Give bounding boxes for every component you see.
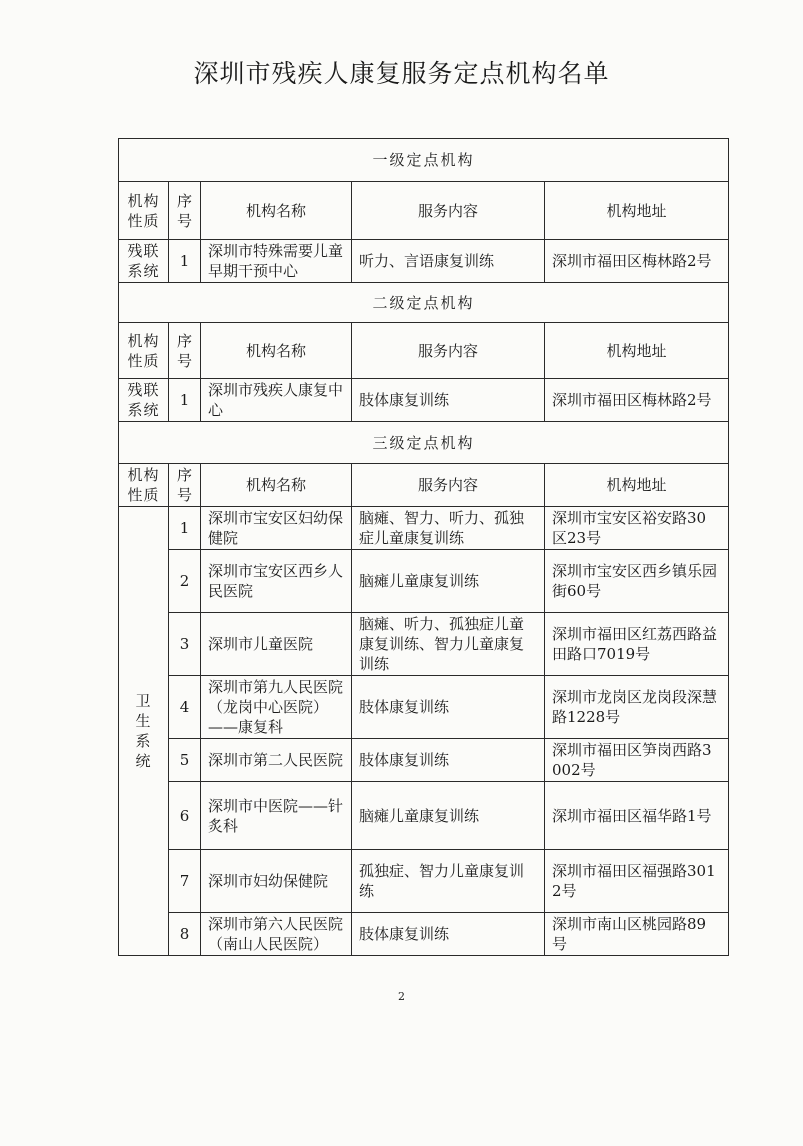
table-row	[119, 379, 729, 422]
table-row	[119, 782, 729, 850]
institution-table	[118, 138, 729, 956]
column-header-name: 机构名称	[201, 323, 352, 379]
institution-address-cell: 深圳市福田区梅林路2号	[545, 379, 729, 422]
column-header-type: 机构性质	[119, 182, 169, 240]
institution-name-cell: 深圳市儿童医院	[201, 613, 352, 676]
institution-address-cell: 深圳市福田区红荔西路益田路口7019号	[545, 613, 729, 676]
row-number-cell: 2	[169, 550, 201, 613]
institution-name-cell: 深圳市中医院——针炙科	[201, 782, 352, 850]
institution-name-cell: 深圳市特殊需要儿童早期干预中心	[201, 240, 352, 283]
institution-address-cell: 深圳市南山区桃园路89号	[545, 913, 729, 956]
row-number-cell: 4	[169, 676, 201, 739]
row-number-cell: 1	[169, 240, 201, 283]
row-number-cell: 7	[169, 850, 201, 913]
column-header-service: 服务内容	[352, 182, 545, 240]
institution-address-cell: 深圳市龙岗区龙岗段深慧路1228号	[545, 676, 729, 739]
column-header-num: 序号	[169, 323, 201, 379]
table-row	[119, 676, 729, 739]
page-number: 2	[398, 990, 405, 1003]
institution-name-cell: 深圳市第六人民医院（南山人民医院）	[201, 913, 352, 956]
institution-name-cell: 深圳市第二人民医院	[201, 739, 352, 782]
service-content-cell: 听力、言语康复训练	[352, 240, 545, 283]
page-title: 深圳市残疾人康复服务定点机构名单	[193, 59, 610, 88]
column-header-address: 机构地址	[545, 323, 729, 379]
column-header-num: 序号	[169, 464, 201, 507]
row-number-cell: 1	[169, 379, 201, 422]
column-header-row	[119, 323, 729, 379]
service-content-cell: 肢体康复训练	[352, 739, 545, 782]
table-row	[119, 240, 729, 283]
level-heading-row	[119, 139, 729, 182]
column-header-address: 机构地址	[545, 464, 729, 507]
row-number-cell: 8	[169, 913, 201, 956]
institution-address-cell: 深圳市福田区梅林路2号	[545, 240, 729, 283]
service-content-cell: 孤独症、智力儿童康复训练	[352, 850, 545, 913]
row-number-cell: 3	[169, 613, 201, 676]
table-row	[119, 550, 729, 613]
service-content-cell: 脑瘫、听力、孤独症儿童康复训练、智力儿童康复训练	[352, 613, 545, 676]
row-number-cell: 1	[169, 507, 201, 550]
service-content-cell: 脑瘫儿童康复训练	[352, 782, 545, 850]
table-row	[119, 507, 729, 550]
table-row	[119, 913, 729, 956]
row-number-cell: 5	[169, 739, 201, 782]
table-row	[119, 739, 729, 782]
level-heading-row	[119, 283, 729, 323]
institution-name-cell: 深圳市妇幼保健院	[201, 850, 352, 913]
institution-name-cell: 深圳市残疾人康复中心	[201, 379, 352, 422]
column-header-row	[119, 182, 729, 240]
institution-address-cell: 深圳市福田区福强路3012号	[545, 850, 729, 913]
column-header-address: 机构地址	[545, 182, 729, 240]
level-heading-row	[119, 422, 729, 464]
column-header-type: 机构性质	[119, 323, 169, 379]
institution-type-cell: 卫生系统	[119, 507, 169, 956]
level-heading: 一级定点机构	[119, 139, 729, 182]
institution-address-cell: 深圳市宝安区裕安路30区23号	[545, 507, 729, 550]
institution-address-cell: 深圳市福田区笋岗西路3002号	[545, 739, 729, 782]
institution-name-cell: 深圳市宝安区西乡人民医院	[201, 550, 352, 613]
service-content-cell: 脑瘫儿童康复训练	[352, 550, 545, 613]
institution-name-cell: 深圳市宝安区妇幼保健院	[201, 507, 352, 550]
level-heading: 三级定点机构	[119, 422, 729, 464]
column-header-type: 机构性质	[119, 464, 169, 507]
level-heading: 二级定点机构	[119, 283, 729, 323]
institution-address-cell: 深圳市宝安区西乡镇乐园街60号	[545, 550, 729, 613]
row-number-cell: 6	[169, 782, 201, 850]
service-content-cell: 脑瘫、智力、听力、孤独症儿童康复训练	[352, 507, 545, 550]
institution-type-cell: 残联系统	[119, 379, 169, 422]
service-content-cell: 肢体康复训练	[352, 676, 545, 739]
institution-address-cell: 深圳市福田区福华路1号	[545, 782, 729, 850]
table-row	[119, 850, 729, 913]
service-content-cell: 肢体康复训练	[352, 379, 545, 422]
table-row	[119, 613, 729, 676]
institution-type-cell: 残联系统	[119, 240, 169, 283]
column-header-service: 服务内容	[352, 323, 545, 379]
institution-name-cell: 深圳市第九人民医院（龙岗中心医院）——康复科	[201, 676, 352, 739]
column-header-num: 序号	[169, 182, 201, 240]
column-header-name: 机构名称	[201, 182, 352, 240]
column-header-row	[119, 464, 729, 507]
service-content-cell: 肢体康复训练	[352, 913, 545, 956]
column-header-service: 服务内容	[352, 464, 545, 507]
column-header-name: 机构名称	[201, 464, 352, 507]
